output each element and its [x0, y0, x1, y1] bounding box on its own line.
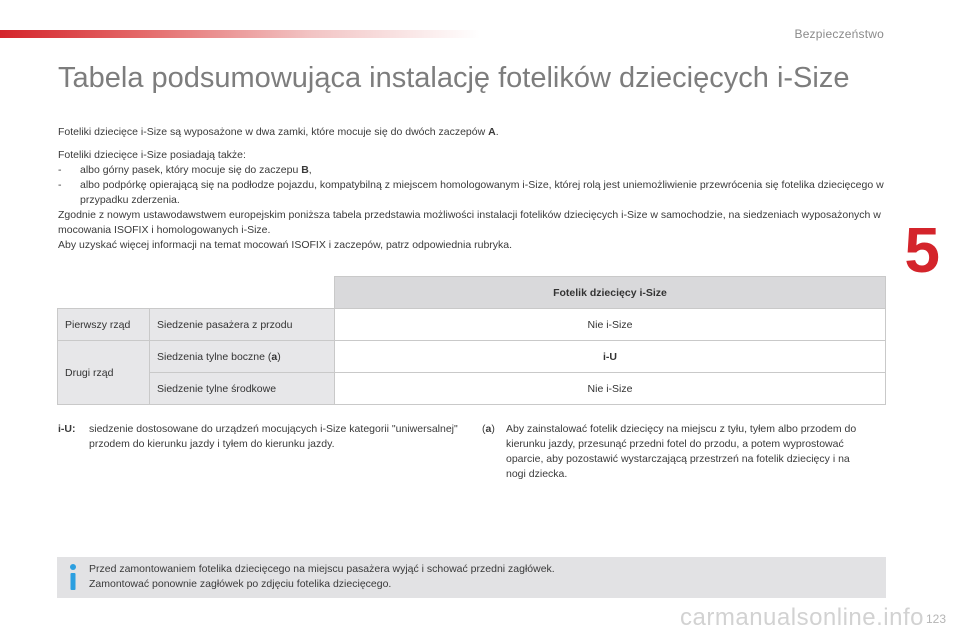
table-row — [58, 309, 886, 341]
seat-label: Siedzenie tylne środkowe — [150, 373, 335, 405]
seat-label: Siedzenie pasażera z przodu — [150, 309, 335, 341]
intro-paragraph-2: Foteliki dziecięce i-Size posiadają także: — [58, 149, 246, 161]
watermark: carmanualsonline.info — [680, 604, 924, 631]
section-label: Bezpieczeństwo — [794, 27, 884, 41]
row-label: Drugi rząd — [58, 341, 150, 405]
footnote-text: Aby zainstalować fotelik dziecięcy na miejscu z tyłu, tyłem albo przodem do kierunku jazdy, przesunąć przedni fotel do przodu, a potem wyprostować oparcie, aby pozostawić wystarczającą przestrzeń na fotelik dziecięcy i na nogi dziecka. — [506, 423, 857, 480]
info-line-2: Zamontować ponownie zagłówek po zdjęciu fotelika dziecięcego. — [89, 578, 392, 590]
page-number: 123 — [925, 612, 946, 626]
footnote-text: siedzenie dostosowane do urządzeń mocujących i-Size kategorii "uniwersalnej" przodem do kierunku jazdy i tyłem do kierunku jazdy. — [89, 423, 458, 450]
info-icon — [67, 563, 79, 591]
info-line-1: Przed zamontowaniem fotelika dziecięcego na miejscu pasażera wyjąć i schować przedni zagłówek. — [89, 563, 555, 575]
intro-text — [58, 125, 888, 261]
intro-paragraph-4: Aby uzyskać więcej informacji na temat mocowań ISOFIX i zaczepów, patrz odpowiednia rubryka. — [58, 239, 513, 251]
table-header-row — [58, 277, 886, 309]
seat-label: Siedzenia tylne boczne (a) — [150, 341, 335, 373]
intro-paragraph-1: Foteliki dziecięce i-Size są wyposażone w dwa zamki, które mocuje się do dwóch zaczepów A. — [58, 126, 499, 138]
cell-value: i-U — [335, 341, 886, 373]
column-header: Fotelik dziecięcy i-Size — [335, 277, 886, 309]
footnote-key: (a) — [482, 423, 495, 435]
table-row — [58, 341, 886, 373]
table-row — [58, 373, 886, 405]
cell-value: Nie i-Size — [335, 373, 886, 405]
header-accent-bar — [0, 30, 480, 38]
list-item: - albo podpórkę opierającą się na podłodze pojazdu, kompatybilną z miejscem homologowanym i-Size, której rolą jest uniemożliwienie przewrócenia się fotelika dziecięcego w przypadku zderzenia. — [58, 179, 884, 206]
intro-paragraph-3: Zgodnie z nowym ustawodawstwem europejskim poniższa tabela przedstawia możliwości instalacji fotelików dziecięcych i-Size w samochodzie, na siedzeniach wyposażonych w mocowania ISOFIX i homologowanych i-Size. — [58, 209, 881, 236]
iu-footnote — [58, 422, 468, 452]
footnote-key: i-U: — [58, 423, 76, 435]
info-box — [57, 557, 886, 598]
page-title: Tabela podsumowująca instalację fotelików dziecięcych i-Size — [58, 62, 850, 94]
isize-summary-table — [57, 276, 886, 405]
row-label: Pierwszy rząd — [58, 309, 150, 341]
a-footnote — [482, 422, 862, 482]
cell-value: Nie i-Size — [335, 309, 886, 341]
chapter-number: 5 — [904, 214, 940, 286]
list-item: - albo górny pasek, który mocuje się do zaczepu B, — [58, 164, 312, 176]
